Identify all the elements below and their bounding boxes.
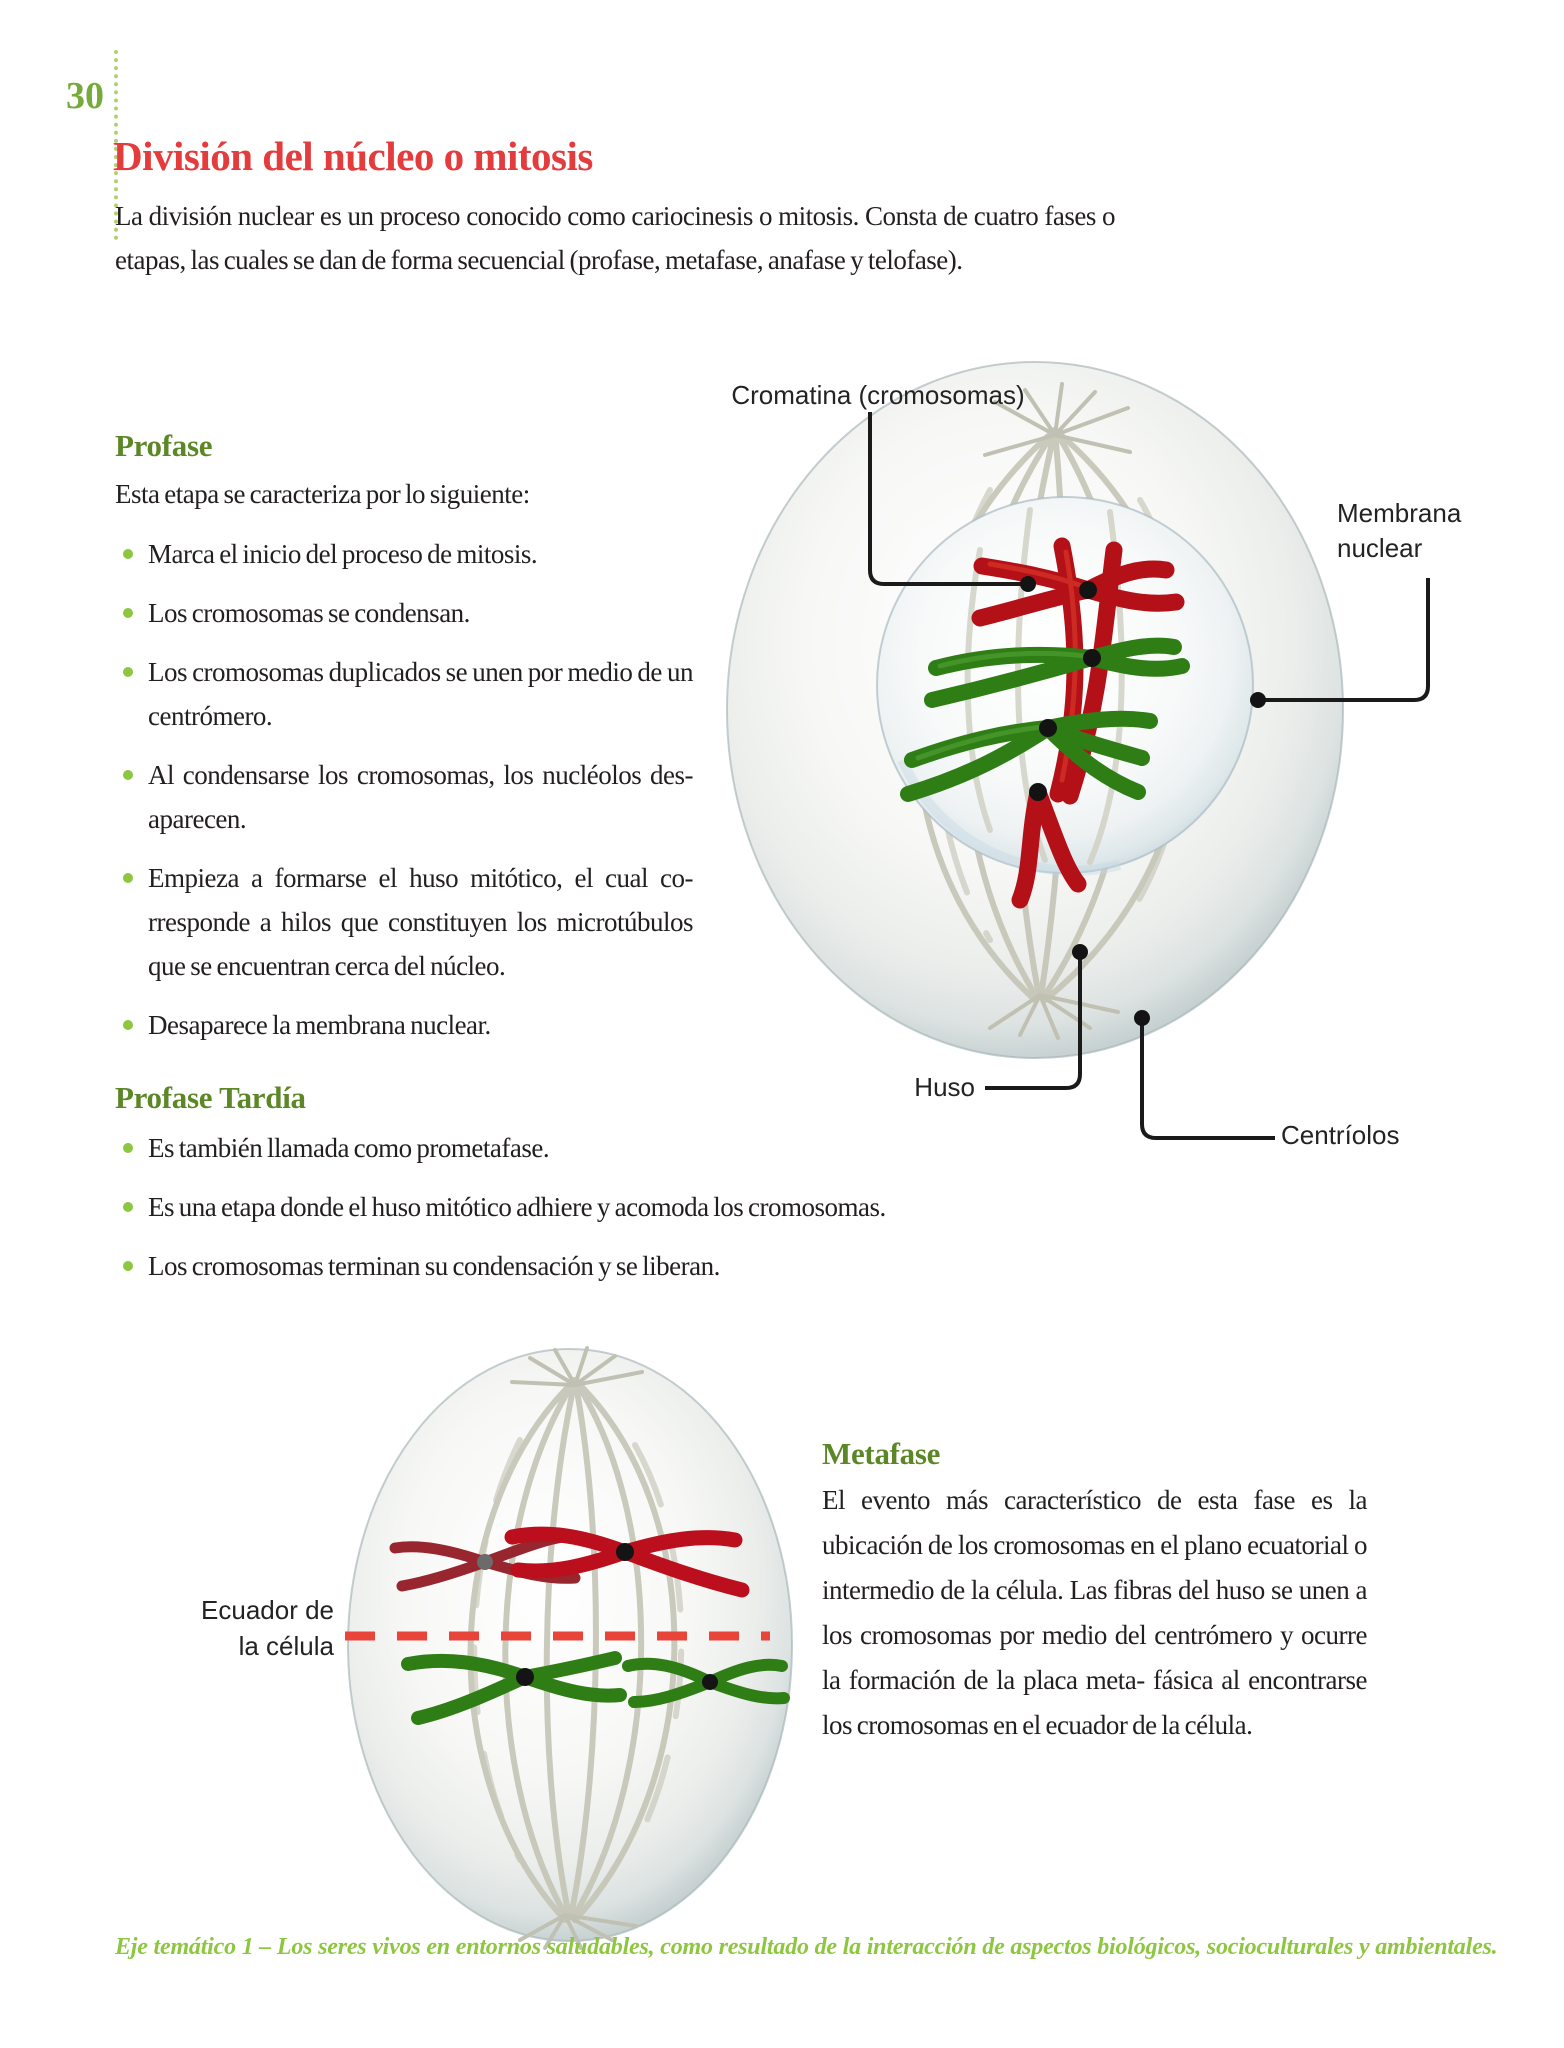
bullet-text: Empieza a formarse el huso mitótico, el cual co- rresponde a hilos que constituyen los microtúbulos que se encuentran cerca del núcleo. [148, 863, 693, 981]
bullet-icon [123, 549, 133, 559]
huso-marker-dot [1072, 944, 1088, 960]
prophase-cell-illustration [690, 360, 1450, 1160]
huso-label: Huso [914, 1072, 975, 1102]
centromere-dot [702, 1674, 718, 1690]
bullet-text: Los cromosomas terminan su condensación y se liberan. [148, 1251, 720, 1281]
page-number: 30 [66, 75, 104, 117]
membrana-label-line1: Membrana [1337, 498, 1462, 528]
bullet-icon [123, 1143, 133, 1153]
list-item [115, 1003, 693, 1047]
page-title: División del núcleo o mitosis [113, 133, 593, 179]
list-item [115, 1185, 983, 1229]
footer-theme-line: Eje temático 1 – Los seres vivos en entornos saludables, como resultado de la interacción de aspectos biológicos, socioculturales y ambientales. [115, 1934, 1498, 1960]
bullet-text: Los cromosomas duplicados se unen por medio de un centrómero. [148, 657, 693, 731]
list-item [115, 650, 693, 738]
profase-section [115, 428, 693, 1062]
cell-body [348, 1349, 792, 1941]
centromere-dot [477, 1554, 493, 1570]
bullet-icon [123, 770, 133, 780]
list-item [115, 532, 693, 576]
membrana-label [1337, 496, 1461, 566]
profase-tardia-heading: Profase Tardía [115, 1080, 306, 1115]
membrana-label-line2: nuclear [1337, 533, 1423, 563]
centromere-dot [616, 1543, 634, 1561]
metafase-paragraph: El evento más característico de esta fase es la ubicación de los cromosomas en el plano ecuatorial o intermedio de la célula. Las fibras del huso se unen a los cromosomas por medio del centrómero y ocurre la formación de la placa meta- fásica al encontrarse los cromosomas en el ecuador de la célula. [822, 1485, 1367, 1740]
list-item [115, 591, 693, 635]
list-item [115, 1126, 983, 1170]
ecuador-label-line2: la célula [238, 1631, 334, 1661]
bullet-text: Al condensarse los cromosomas, los nucléolos des- aparecen. [148, 760, 693, 834]
profase-tardia-section [115, 1080, 983, 1303]
metafase-heading: Metafase [822, 1436, 941, 1471]
bullet-text: Desaparece la membrana nuclear. [148, 1010, 491, 1040]
centriolos-marker-dot [1134, 1010, 1150, 1026]
cromatina-marker-dot [1020, 576, 1036, 592]
profase-lead: Esta etapa se caracteriza por lo siguiente: [115, 479, 530, 509]
bullet-text: Marca el inicio del proceso de mitosis. [148, 539, 538, 569]
membrana-marker-dot [1250, 692, 1266, 708]
list-item [115, 856, 693, 988]
centriolos-label: Centríolos [1281, 1120, 1400, 1150]
cromatina-label: Cromatina (cromosomas) [731, 380, 1025, 410]
list-item [115, 1244, 983, 1288]
metaphase-cell-illustration [290, 1340, 830, 1950]
bullet-icon [123, 1202, 133, 1212]
ecuador-label [146, 1592, 334, 1664]
bullet-icon [123, 1261, 133, 1271]
metafase-section [822, 1436, 1367, 1748]
ecuador-label-line1: Ecuador de [201, 1595, 334, 1625]
profase-heading: Profase [115, 428, 213, 463]
centromere-dot [516, 1668, 534, 1686]
bullet-icon [123, 667, 133, 677]
intro-paragraph: La división nuclear es un proceso conocido como cariocinesis o mitosis. Consta de cuatro fases o etapas, las cuales se dan de forma secuencial (profase, metafase, anafase y telofase). [115, 201, 1115, 275]
bullet-text: Es una etapa donde el huso mitótico adhiere y acomoda los cromosomas. [148, 1192, 886, 1222]
bullet-icon [123, 1020, 133, 1030]
centriolos-leader-line [1142, 1024, 1275, 1138]
bullet-icon [123, 873, 133, 883]
bullet-text: Es también llamada como prometafase. [148, 1133, 550, 1163]
bullet-icon [123, 608, 133, 618]
bullet-text: Los cromosomas se condensan. [148, 598, 470, 628]
list-item [115, 753, 693, 841]
